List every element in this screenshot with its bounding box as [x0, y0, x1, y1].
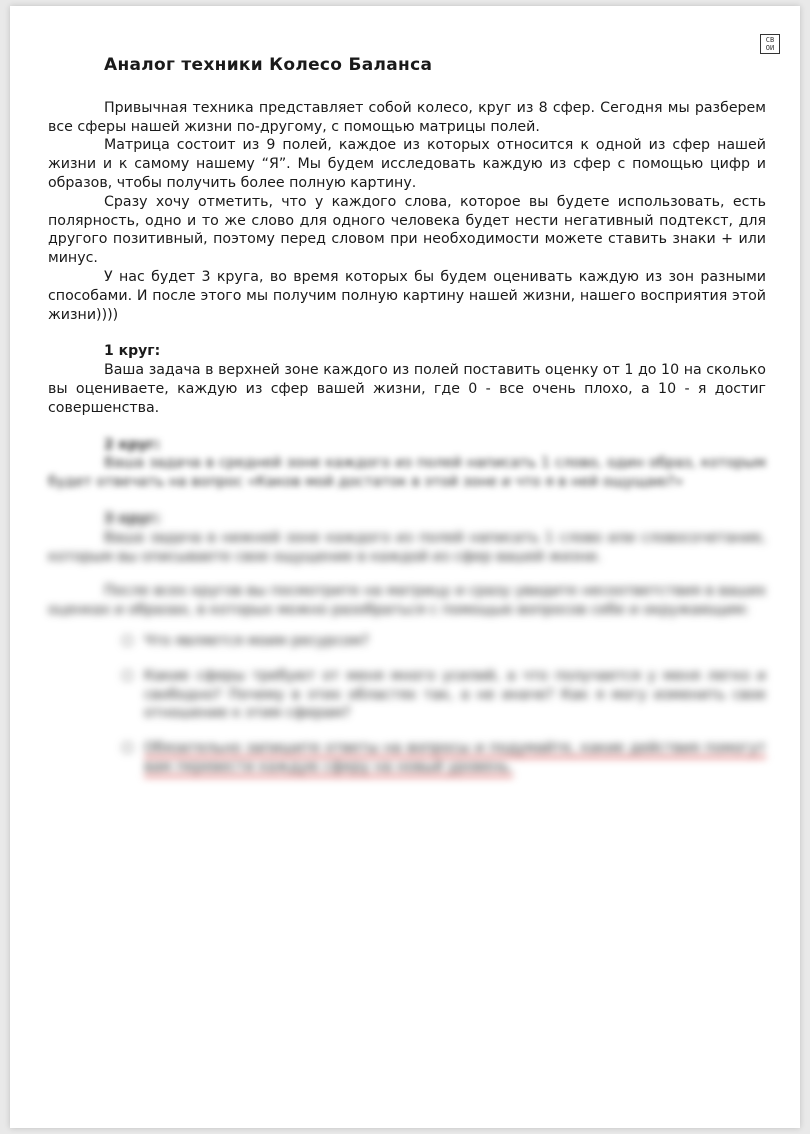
round2-heading: 2 круг:: [104, 436, 161, 453]
list-item-text: Обязательно запишите ответы на вопросы и подумайте, какие действия помогут вам перевести каждую сферу на новый уровень.: [144, 740, 766, 775]
bullet-circle-icon: [122, 635, 133, 646]
paragraph-matrix: Матрица состоит из 9 полей, каждое из которых относится к одной из сфер нашей жизни и к самому нашему “Я”. Мы будем исследовать каждую из сфер с помощью цифр и образов, чтобы получить более полную картину.: [48, 137, 766, 191]
round1-heading: 1 круг:: [104, 343, 161, 360]
round2-text: Ваша задача в средней зоне каждого из полей написать 1 слово, один образ, которым будет отвечать на вопрос «Каков мой достаток в этой зоне и что я в ней ощущаю?»: [48, 455, 766, 491]
list-item: [122, 632, 766, 651]
list-item-text: Какие сферы требуют от меня много усилий, а что получается у меня легко и свободно? Почему в этих областях так, а не иначе? Как я могу изменить свое отношение к этим сферам?: [144, 667, 766, 722]
brand-logo-top: СВ: [765, 36, 775, 44]
bullet-circle-icon: [122, 670, 133, 681]
paragraph-rounds: У нас будет 3 круга, во время которых бы будем оценивать каждую из зон разными способами. И после этого мы получим полную картину нашей жизни, нашего восприятия этой жизни)))): [48, 268, 766, 323]
summary-paragraph: После всех кругов вы посмотрите на матрицу и сразу увидите несоответствия в ваших оценках и образах, в которых можно разобраться с помощью вопросов себе и окружающим:: [48, 583, 766, 619]
brand-logo-bottom: ОИ: [765, 44, 775, 52]
bullet-circle-icon: [122, 742, 133, 753]
paragraph-polarity: Сразу хочу отметить, что у каждого слова, которое вы будете использовать, есть полярность, одно и то же слово для одного человека будет нести негативный подтекст, для другого позитивный, поэтому перед словом при необходимости можете ставить знаки + или минус.: [48, 193, 766, 267]
round1-text: Ваша задача в верхней зоне каждого из полей поставить оценку от 1 до 10 на сколько вы оцениваете, каждую из сфер вашей жизни, где 0 - все очень плохо, а 10 - я достиг совершенства.: [48, 362, 766, 416]
question-list: [48, 632, 766, 777]
round3-heading: 3 круг:: [104, 510, 161, 527]
round3-text: Ваша задача в нижней зоне каждого из полей написать 1 слово или словосочетание, которым вы описываете свое ощущение в каждой из сфер вашей жизни.: [48, 529, 766, 565]
paragraph-intro: Привычная техника представляет собой колесо, круг из 8 сфер. Сегодня мы разберем все сферы нашей жизни по-другому, с помощью матрицы полей.: [48, 99, 766, 135]
list-item-text: Что является моим ресурсом?: [144, 632, 369, 649]
list-item: [122, 739, 766, 777]
document-page: [10, 6, 800, 1128]
list-item: [122, 667, 766, 723]
document-content: [48, 56, 766, 793]
brand-logo: [760, 34, 780, 54]
document-title: Аналог техники Колесо Баланса: [104, 55, 433, 75]
